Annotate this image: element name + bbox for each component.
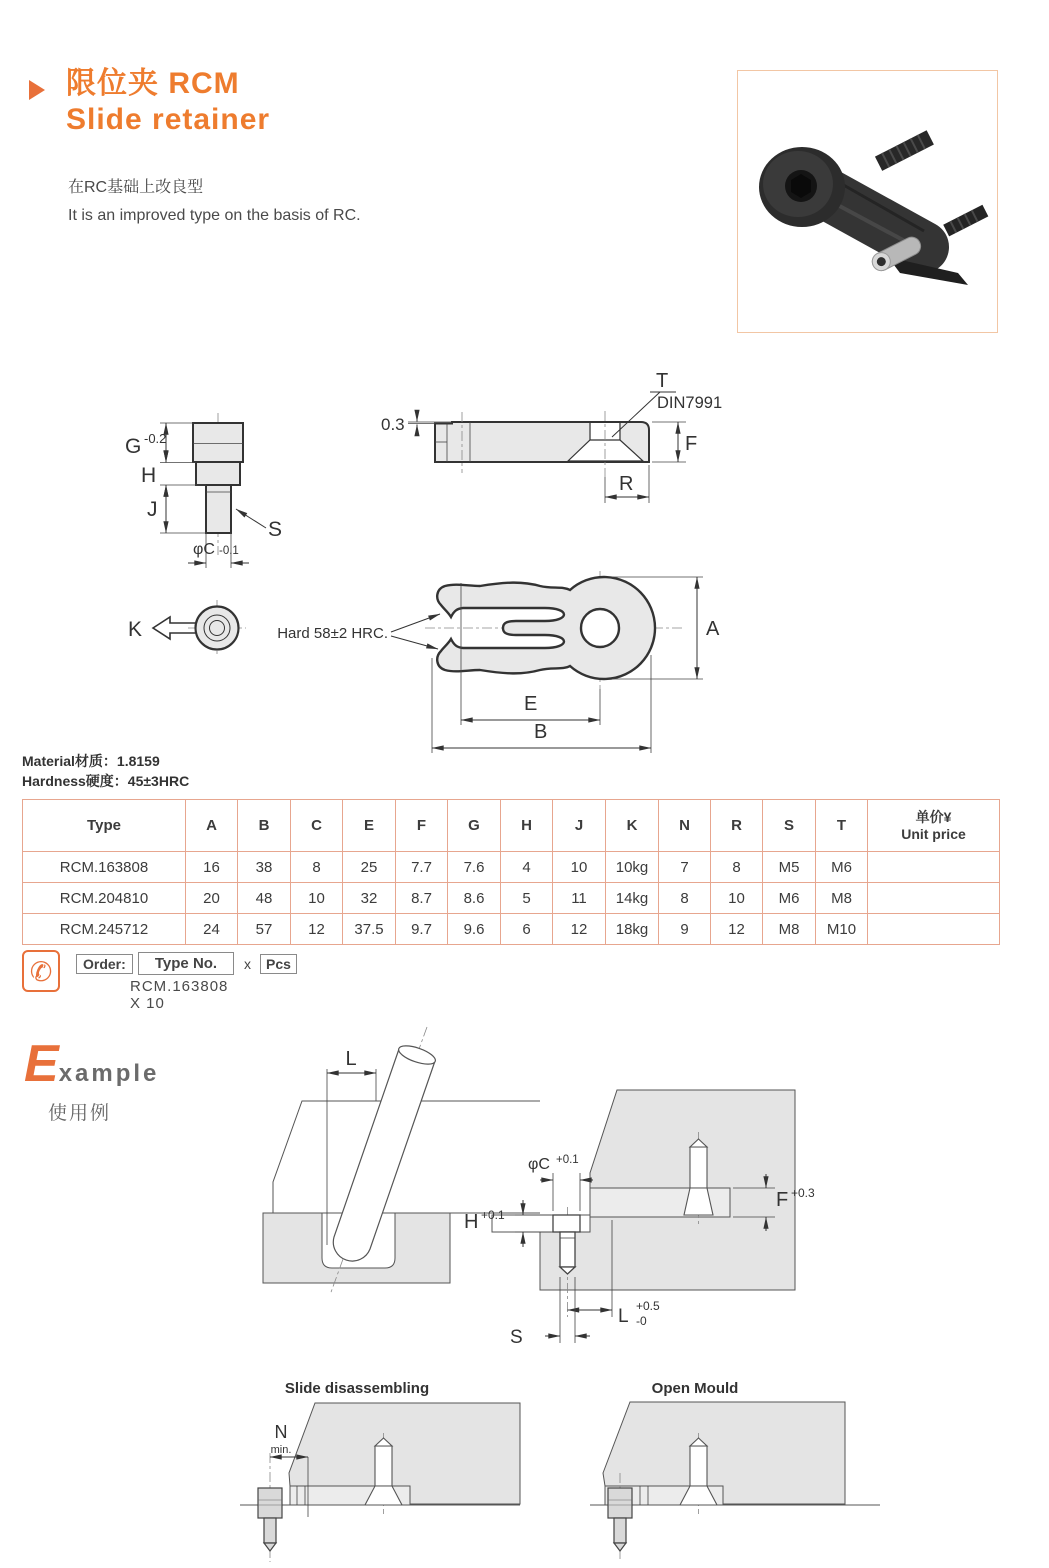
- price-header-zh: 单价¥: [915, 808, 952, 825]
- cell: 8: [291, 852, 343, 883]
- col-header-j: J: [553, 800, 606, 852]
- material-specs: [22, 751, 189, 791]
- material-line: Material材质：1.8159: [22, 753, 160, 769]
- view-label-k: K: [128, 618, 143, 641]
- col-header-k: K: [606, 800, 659, 852]
- cell: 24: [186, 914, 238, 945]
- cell: 20: [186, 883, 238, 914]
- dim-label-h-ex: H: [464, 1211, 479, 1233]
- dim-tol-l-up: +0.5: [636, 1299, 660, 1313]
- cell: 7.7: [396, 852, 448, 883]
- dim-label-l-ex: L: [618, 1306, 629, 1327]
- example-angle-pin-diagram: [263, 1027, 540, 1295]
- description: [68, 174, 361, 230]
- open-mould-diagram: [590, 1380, 880, 1562]
- cell: 12: [291, 914, 343, 945]
- page-title: [66, 66, 270, 138]
- example-rest: xample: [58, 1060, 160, 1087]
- dim-tol-g: -0.2: [144, 431, 167, 446]
- cell: 6: [501, 914, 553, 945]
- dim-label-l-left: L: [345, 1048, 357, 1070]
- cell: M10: [816, 914, 868, 945]
- dim-tol-h-ex: +0.1: [481, 1208, 505, 1222]
- slide-disassembling-diagram: [240, 1380, 520, 1562]
- col-header-r: R: [711, 800, 763, 852]
- header-bullet-icon: [29, 80, 45, 100]
- dim-label-j: J: [147, 498, 158, 521]
- cell: M5: [763, 852, 816, 883]
- dim-label-c-ex: φC: [528, 1156, 550, 1173]
- cell: 8: [659, 883, 711, 914]
- col-header-b: B: [238, 800, 291, 852]
- pin-view: [125, 413, 282, 568]
- dim-label-f-ex: F: [776, 1189, 789, 1211]
- caption-slide-disassembling: Slide disassembling: [284, 1380, 430, 1397]
- cell: 7: [659, 852, 711, 883]
- dim-tol-c: -0.1: [219, 545, 239, 557]
- cell: 8: [711, 852, 763, 883]
- cell: 32: [343, 883, 396, 914]
- example-diagrams: [0, 1025, 1049, 1568]
- dim-label-step: 0.3: [381, 415, 405, 434]
- cell: 10: [291, 883, 343, 914]
- title-chinese: 限位夹 RCM: [66, 67, 240, 100]
- cell: 37.5: [343, 914, 396, 945]
- cell-type: RCM.204810: [23, 883, 186, 914]
- plate-side-view: [381, 370, 722, 503]
- table-header-row: [23, 800, 1000, 852]
- cell: 9.7: [396, 914, 448, 945]
- order-typeno-box: Type No.: [138, 952, 234, 975]
- col-header-price: [868, 800, 1000, 852]
- dim-label-e: E: [524, 693, 538, 715]
- cell: M6: [763, 883, 816, 914]
- dim-label-r: R: [619, 473, 634, 495]
- title-english: Slide retainer: [66, 103, 271, 136]
- order-label: Order:: [76, 954, 133, 974]
- dim-label-a: A: [706, 618, 720, 640]
- example-initial: E: [24, 1035, 59, 1093]
- cell: 12: [711, 914, 763, 945]
- col-header-h: H: [501, 800, 553, 852]
- col-header-n: N: [659, 800, 711, 852]
- cell: 10kg: [606, 852, 659, 883]
- cell: 14kg: [606, 883, 659, 914]
- caption-open-mould: Open Mould: [651, 1380, 739, 1397]
- order-times: x: [244, 956, 251, 972]
- cell: 16: [186, 852, 238, 883]
- col-header-type: Type: [23, 800, 186, 852]
- cell-price: [868, 852, 1000, 883]
- cell-type: RCM.245712: [23, 914, 186, 945]
- col-header-e: E: [343, 800, 396, 852]
- product-photo-illustration: [738, 71, 997, 332]
- cell: M6: [816, 852, 868, 883]
- dim-label-b: B: [534, 721, 548, 743]
- dim-tol-l-dn: -0: [636, 1314, 647, 1328]
- cell: 11: [553, 883, 606, 914]
- cell-price: [868, 883, 1000, 914]
- cell: M8: [816, 883, 868, 914]
- cell: 18kg: [606, 914, 659, 945]
- dim-label-h: H: [141, 464, 157, 487]
- col-header-f: F: [396, 800, 448, 852]
- cell: 7.6: [448, 852, 501, 883]
- cell: 48: [238, 883, 291, 914]
- cell: 25: [343, 852, 396, 883]
- cell: 57: [238, 914, 291, 945]
- table-row: [23, 883, 1000, 914]
- dim-label-g: G: [125, 435, 142, 458]
- col-header-s: S: [763, 800, 816, 852]
- price-header-en: Unit price: [901, 825, 966, 842]
- technical-drawing: [0, 355, 1049, 760]
- cell: 12: [553, 914, 606, 945]
- dim-label-n: N: [274, 1422, 288, 1442]
- order-sample: RCM.163808 X 10: [130, 978, 229, 1012]
- plate-top-view: [128, 571, 720, 753]
- dim-label-c: φC: [193, 541, 215, 558]
- cell-type: RCM.163808: [23, 852, 186, 883]
- cell: 5: [501, 883, 553, 914]
- description-en: It is an improved type on the basis of RC.: [68, 207, 361, 224]
- product-photo: [737, 70, 998, 333]
- col-header-g: G: [448, 800, 501, 852]
- dim-tol-c-ex: +0.1: [556, 1154, 579, 1166]
- cell: 8.7: [396, 883, 448, 914]
- description-zh: 在RC基础上改良型: [68, 179, 204, 196]
- cell: 9: [659, 914, 711, 945]
- cell: M8: [763, 914, 816, 945]
- col-header-t: T: [816, 800, 868, 852]
- dim-label-s-ex: S: [510, 1327, 523, 1348]
- hardness-line: Hardness硬度：45±3HRC: [22, 773, 190, 789]
- cell: 10: [553, 852, 606, 883]
- cell: 4: [501, 852, 553, 883]
- dim-label-s: S: [268, 518, 283, 541]
- cell: 10: [711, 883, 763, 914]
- phone-icon: ✆: [22, 950, 60, 992]
- table-row: [23, 914, 1000, 945]
- col-header-c: C: [291, 800, 343, 852]
- order-pcs-box: Pcs: [260, 954, 297, 974]
- dim-label-t: T: [656, 370, 669, 392]
- hardness-note: Hard 58±2 HRC.: [277, 625, 388, 642]
- dim-label-n-min: min.: [270, 1444, 292, 1456]
- cell: 38: [238, 852, 291, 883]
- dim-tol-f-ex: +0.3: [791, 1186, 815, 1200]
- example-section-diagram: [464, 1090, 815, 1348]
- cell-price: [868, 914, 1000, 945]
- dim-label-f: F: [685, 433, 698, 455]
- spec-table: [22, 799, 1000, 945]
- cell: 9.6: [448, 914, 501, 945]
- col-header-a: A: [186, 800, 238, 852]
- dim-label-din: DIN7991: [657, 394, 723, 412]
- cell: 8.6: [448, 883, 501, 914]
- table-row: [23, 852, 1000, 883]
- example-subheading: 使用例: [48, 1103, 112, 1124]
